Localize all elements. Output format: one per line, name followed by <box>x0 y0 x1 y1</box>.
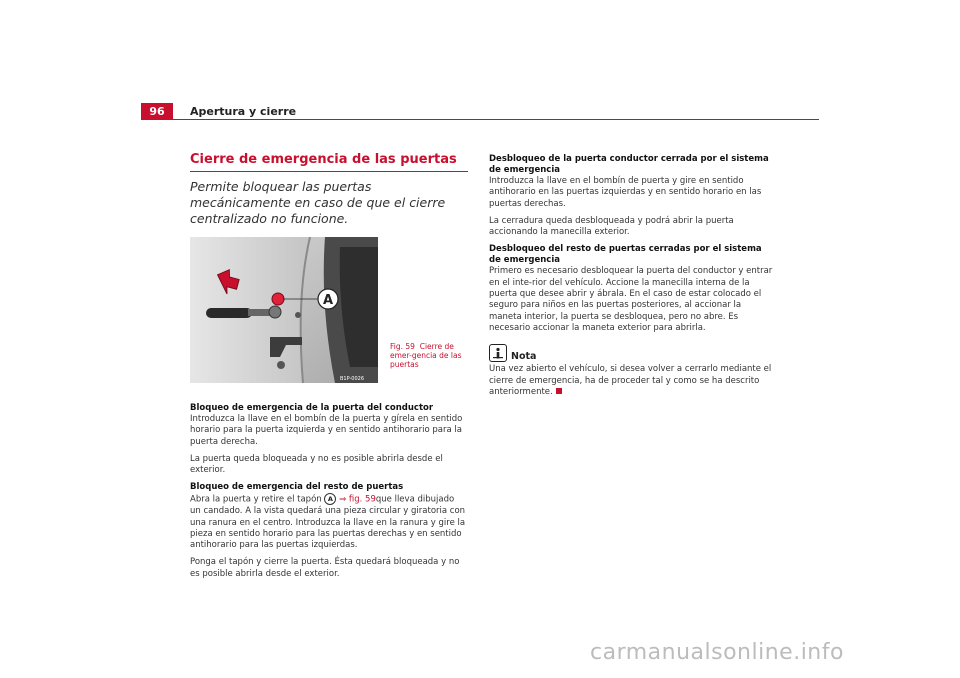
note-label: Nota <box>511 351 537 363</box>
page-number: 96 <box>141 103 173 120</box>
note-icon <box>489 344 507 362</box>
right-column <box>489 154 773 404</box>
section-title: Cierre de emergencia de las puertas <box>190 152 457 167</box>
header-rule <box>141 119 819 120</box>
note-text <box>489 364 773 398</box>
right-heading-1: Desbloqueo de la puerta conductor cerrada por el sistema de emergencia <box>489 154 769 175</box>
left-paragraph-4: Ponga el tapón y cierre la puerta. Ésta quedará bloqueada y no es posible abrirla desde el exterior. <box>190 557 460 579</box>
left-column <box>190 152 466 586</box>
watermark: carmanualsonline.info <box>590 640 844 665</box>
running-header: Apertura y cierre <box>190 105 297 118</box>
p3-end: que lleva dibujado un candado. A la vista quedará una pieza circular y giratoria con una ranura en el centro. Introduzca la llave en la ranura y gire la pieza en sentido horario para las puertas derechas y en sentido antihorario para las puertas izquierdas. <box>190 494 466 551</box>
note-header <box>489 344 773 362</box>
left-heading-2: Bloqueo de emergencia del resto de puertas <box>190 482 404 493</box>
figure-caption <box>390 342 470 369</box>
section-intro: Permite bloquear las puertas mecánicamente en caso de que el cierre centralizado no funcione. <box>190 179 446 226</box>
left-paragraph-3 <box>190 493 466 551</box>
left-heading-1: Bloqueo de emergencia de la puerta del conductor <box>190 403 434 413</box>
figure-reference-link[interactable]: ⇒ fig. 59 <box>339 494 376 505</box>
left-paragraph-2: La puerta queda bloqueada y no es posible abrirla desde el exterior. <box>190 453 443 476</box>
figure-code: B1P-0026 <box>339 376 365 382</box>
caption-number: Fig. 59 <box>390 342 415 351</box>
p3-start: Abra la puerta y retire el tapón <box>190 494 322 505</box>
door-lock-figure <box>190 237 378 383</box>
caption-text: Cierre de emer-gencia de las puertas <box>390 342 462 369</box>
door-lock-illustration <box>190 237 378 383</box>
right-paragraph-2: La cerradura queda desbloqueada y podrá abrir la puerta accionando la manecilla exterior. <box>489 215 734 238</box>
section-rule <box>190 171 468 172</box>
note-body: Una vez abierto el vehículo, si desea volver a cerrarlo mediante el cierre de emergencia, ha de proceder tal y como se ha descrito anteriormente. <box>489 364 772 397</box>
callout-inline: A <box>324 493 336 505</box>
right-heading-2: Desbloqueo del resto de puertas cerradas por el sistema de emergencia <box>489 244 762 266</box>
callout-label: A <box>322 293 334 308</box>
right-paragraph-3: Primero es necesario desbloquear la puerta del conductor y entrar en el inte-rior del vehículo. Accione la manecilla interna de la puerta que desee abrir y ábrala. En el caso de estar colocado el seguro para niños en las puertas posteriores, al accionar la maneta interior, la puerta se desbloquea, pero no abre. Es necesario accionar la maneta exterior para abrirla. <box>489 266 773 333</box>
left-paragraph-1: Introduzca la llave en el bombín de la puerta y gírela en sentido horario para la puerta izquierda y en sentido antihorario para la puerta derecha. <box>190 414 463 447</box>
end-of-section-marker <box>556 388 562 394</box>
right-paragraph-1: Introduzca la llave en el bombín de puerta y gire en sentido antihorario en las puertas izquierdas y en sentido horario en las puertas derechas. <box>489 176 762 209</box>
